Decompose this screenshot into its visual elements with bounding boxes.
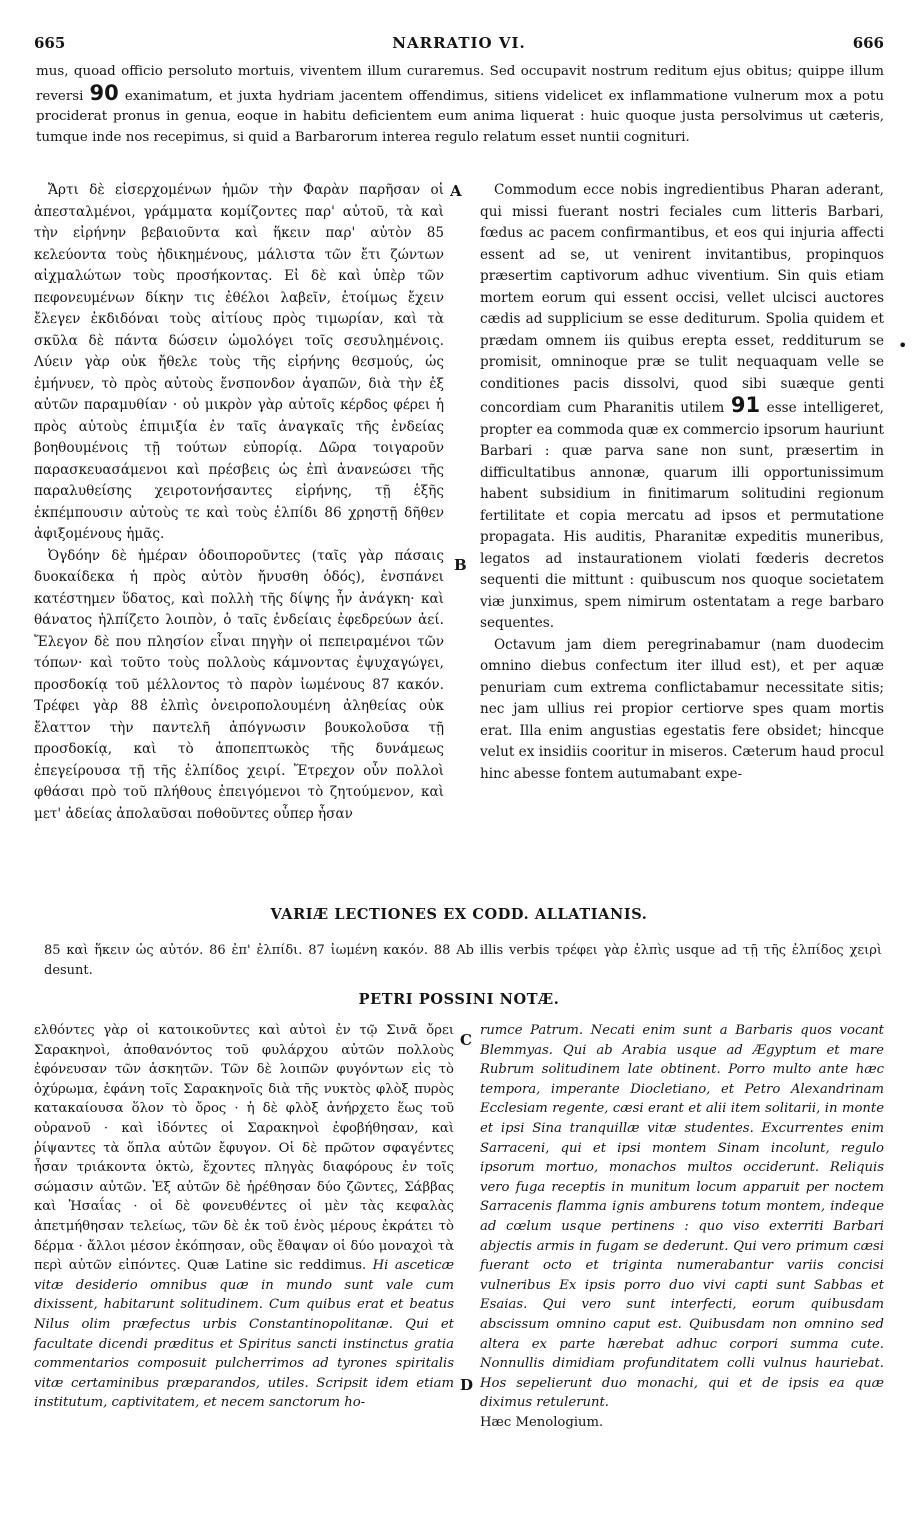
page-number-right: 666 xyxy=(852,34,884,52)
latin-column xyxy=(480,180,884,785)
greek-column xyxy=(34,180,444,825)
intro-paragraph xyxy=(36,62,884,148)
margin-letter-c: C xyxy=(460,1031,472,1049)
variae-lectiones-text: 85 καὶ ἥκειν ὡς αὐτόν. 86 ἐπ' ἐλπίδι. 87 ἰωμένη κακόν. 88 Ab illis verbis τρέφει γὰρ ἐλπὶς usque ad τῇ τῆς ἐλπίδος χειρὶ desunt. xyxy=(44,943,882,978)
page xyxy=(34,28,908,1508)
notes-right-text: rumce Patrum. Necati enim sunt a Barbaris quos vocant Blemmyas. Qui ab Arabia usque ad Ægyptum et mare Rubrum solitudinem late obtinent. Porro multo ante hæc tempora, imperante Diocletiano, et Petro Alexandrinam Ecclesiam regente, cæsi erant et alii item solitarii, in monte et ipsi Sina tranquillæ vitæ studentes. Excurrentes enim Sarraceni, qui et ipsi montem Sinam incolunt, regulo ipsorum mortuo, monachos multos occiderunt. Reliquis vero fuga receptis in munitum locum apparuit per noctem Sarracenis flamma ignis amburens totum montem, indeque ad cœlum usque pertinens : quo viso exterriti Barbari abjectis armis in fugam se dederunt. Qui vero primum cæsi fuerant octo et triginta numerabantur variis concisi vulneribus Ex ipsis porro duo vivi capti sunt Sabbas et Esaias. Qui vero sunt interfecti, eorum quibusdam abscissum omnino caput est. Quibusdam non omnino sed altera ex parte hærebat adhuc corpori summa cute. Nonnullis dimidiam profunditatem colli vulnus hauriebat. Hos sepelierunt duo monachi, qui et de ipsis ea quæ diximus retulerunt. xyxy=(480,1023,884,1411)
latin-text-a: Commodum ecce nobis ingredientibus Pharan aderant, qui missi fuerant nostri feciales cum litteris Barbari, fœdus ac pacem confirmantibus, et eos qui injuria affecti essent ad se, ut venirent invitantibus, propinquos præsertim captivorum adhuc viventium. Sin quis etiam mortem eorum qui essent occisi, vellet ulcisci auctores cædis ad supplicium se esse dediturum. Spolia quidem et prædam omnem iis quibus erepta esset, redditurum se promisit, omninoque præ se tulit nequaquam velle se conditiones pacis dissolvi, quod sibi suæque genti concordiam cum Pharanitis utilem xyxy=(480,182,884,416)
greek-paragraph-1: Ἄρτι δὲ εἰσερχομένων ἡμῶν τὴν Φαρὰν παρῆσαν οἱ ἀπεσταλμένοι, γράμματα κομίζοντες παρ' αὐτοῦ, τὰ καὶ τὴν εἰρήνην βεβαιοῦντα καὶ ἥκειν παρ' αὐτὸν 85 κελεύοντα τοὺς ἠδικημένους, μάλιστα τῶν ἔτι ζώντων αἰχμαλώτων τοὺς προσήκοντας. Εἰ δὲ καὶ ὑπὲρ τῶν πεφονευμένων δίκην τις ἐθέλοι λαβεῖν, ἑτοίμως ἔχειν ἔλεγεν ἐκδιδόναι τοὺς αἰτίους πρὸς τιμωρίαν, καὶ τὰ σκῦλα δὲ πάντα δώσειν ὡμολόγει τοῖς σεσυλημένοις. Λύειν γὰρ οὐκ ἤθελε τοὺς τῆς εἰρήνης θεσμούς, ὡς ἐμήνυεν, τὸ πρὸς αὐτοὺς ἔνσπονδον ἀγαπῶν, διὰ τὴν ἐξ αὐτῶν παραμυθίαν · οὐ μικρὸν γὰρ αὐτοῖς κέρδος φέρει ἡ πρὸς αὐτοὺς ἐπιμιξία ἐν ταῖς ἀναγκαῖς τῆς ἐνδείας βοηθουμένοις τῇ τούτων εὐπορίᾳ. Δῶρα τοιγαροῦν παρασκευασάμενοι καὶ πρέσβεις ὡς ἐπὶ ἀνανεώσει τῆς παραλυθείσης χειροτονήσαντες εἰρήνης, τῇ ἑξῆς ἐκπέμπουσιν αὐτοὺς τε καὶ τοὺς ἐλπίδι 86 χρηστῇ δῆθεν ἀφιξομένους ἡμᾶς. xyxy=(34,182,444,542)
section-number-91: 91 xyxy=(730,393,761,417)
notes-greek-text: ελθόντες γὰρ οἱ κατοικοῦντες καὶ αὐτοὶ ἐν τῷ Σινᾶ ὄρει Σαρακηνοὶ, ἀποθανόντος τοῦ φυλάρχου αὐτῶν πολλοὺς ἐφόνευσαν τῶν ἀσκητῶν. Τῶν δὲ λοιπῶν φυγόντων εἰς τὸ ὀχύρωμα, ἐφάνη τοῖς Σαρακηνοῖς διὰ τῆς νυκτὸς φλὸξ πυρὸς κατακαίουσα ὅλον τὸ ὄρος · ἡ δὲ φλὸξ ἀνήρχετο ἕως τοῦ οὐρανοῦ · καὶ ἰδόντες οἱ Σαρακηνοὶ ἐφοβήθησαν, καὶ ῥίψαντες τὰ ὅπλα αὐτῶν ἔφυγον. Οἱ δὲ πρῶτον σφαγέντες ἦσαν τριάκοντα ὀκτὼ, ἔχοντες πληγὰς διαφόρους ἐν τοῖς σώμασιν αὐτῶν. Ἐξ αὐτῶν δὲ ἠρέθησαν δύο ζῶντες, Σάββας καὶ Ἠσαΐας · οἱ δὲ φονευθέντες οἱ μὲν τὰς κεφαλὰς ἀπετμήθησαν τελείως, τῶν δὲ ἐκ τοῦ ἑνὸς μέρους ἐκράτει τὸ δέρμα · ἄλλοι μέσον ἐκόπησαν, οὓς ἔθαψαν οἱ δύο μοναχοὶ τὰ περὶ αὐτῶν εἰπόντες. xyxy=(34,1023,454,1274)
latin-paragraph-1 xyxy=(480,180,884,635)
latin-paragraph-2: Octavum jam diem peregrinabamur (nam duodecim omnino diebus confectum iter illud est), et per aquæ penuriam cum extrema conflictabamur necessitate sitis; nec jam ullius rei propior certiorve spes quam mortis erat. Illa enim angustias egestatis fere obsidet; hincque velut ex insidiis cooritur in miseros. Cæterum haud procul hinc abesse fontem autumabant expe- xyxy=(480,636,884,782)
running-head xyxy=(34,34,884,56)
running-title: NARRATIO VI. xyxy=(392,34,526,52)
notes-right-column xyxy=(480,1021,884,1432)
notes-title: PETRI POSSINI NOTÆ. xyxy=(358,991,560,1008)
notes-latin-text: Hi asceticæ vitæ desiderio omnibus quæ in mundo sunt vale cum dixissent, habitarunt solitudinem. Cum quibus erat et beatus Nilus olim præfectus urbis Constantinopolitanæ. Qui et facultate dicendi præditus et Spiritus sancti instinctus gratia commentarios composuit pulcherrimos ad tyrones spiritalis vitæ certaminibus præparandos, utiles. Scripsit idem etiam institutum, captivitatem, et necem sanctorum ho- xyxy=(34,1258,454,1411)
page-number-left: 665 xyxy=(34,34,66,52)
margin-letter-d: D xyxy=(460,1376,474,1394)
margin-letter-a: A xyxy=(450,182,462,200)
section-number-90: 90 xyxy=(89,80,119,105)
intro-text-b: exanimatum, et juxta hydriam jacentem offendimus, sitiens videlicet ex inflammatione vulnerum mox a potu prociderat pronus in genua, eoque in habitu deficientem eum anima liquerat : huic quoque justa persolvimus ut cæteris, tumque inde nos recepimus, si quid a Barbarorum interea regulo relatum esset nuntii cogniturі. xyxy=(36,88,884,145)
intro-text-a: mus, quoad officio persoluto mortuis, viventem illum curaremus. Sed occupavit nostrum reditum ejus obitus; quippe illum reversi xyxy=(36,64,884,104)
greek-paragraph-2: Ὀγδόην δὲ ἡμέραν ὁδοιποροῦντες (ταῖς γὰρ πάσαις δυοκαίδεκα ἡ πρὸς αὐτὸν ἤνυσθη ὁδός), ἐνσπάνει κατέστημεν ὕδατος, καὶ πολλὴ τῆς δίψης ἦν ἀνάγκη· καὶ θάνατος ἠλπίζετο λοιπὸν, ὁ ταῖς ἐνδείαις ἐφεδρεύων ἀεί. Ἔλεγον δὲ που πλησίον εἶναι πηγὴν οἱ πεπειραμένοι τῶν τόπων· καὶ τοῦτο τοὺς πολλοὺς κάμνοντας ἐψυχαγώγει, προσδοκίᾳ τοῦ μέλλοντος τὸ παρὸν ἰωμένους 87 κακόν. Τρέφει γὰρ 88 ἐλπὶς ὀνειροπολουμένη ἀληθείας οὐκ ἔλαττον τὴν παντελῆ ἀπόγνωσιν βουκολοῦσα τῇ προσδοκίᾳ, καὶ τὸ ἀποπεπτωκὸς τῆς δυνάμεως ἐπεγείρουσα τῇ τῆς ἐλπίδος χειρί. Ἔτρεχον οὖν πολλοὶ φθάσαι πρὸ τοῦ πλήθους ἐπειγόμενοι τὸ ζητούμενον, καὶ μετ' ἀδείας ἀπολαῦσαι ποθοῦντες οὗπερ ἦσαν xyxy=(34,547,444,822)
latin-text-b: esse intelligeret, propter ea commoda quæ ex commercio ipsorum hauriunt Barbari : quæ parva sane non sunt, præsertim in difficultatibus annonæ, quarum illi opportunissimum habent subsidium in finitimarum solitudini regionum fertilitate et copia mercatu ad ipsos et permutatione propagata. His auditis, Pharanitæ expeditis muneribus, legatos ad instaurationem violati fœderis decretos sequenti die mittunt : quibuscum nos quoque societatem viæ junximus, spem nimirum ostentatam a rege barbaro sequentes. xyxy=(480,400,884,631)
variae-lectiones-title: VARIÆ LECTIONES EX CODD. ALLATIANIS. xyxy=(270,906,648,923)
notes-plain-text: Quæ Latine sic reddimus. xyxy=(187,1258,367,1274)
margin-mark: • xyxy=(898,336,908,355)
margin-letter-b: B xyxy=(454,556,467,574)
notes-closing: Hæc Menologium. xyxy=(480,1414,604,1430)
notes-left-column xyxy=(34,1021,454,1413)
